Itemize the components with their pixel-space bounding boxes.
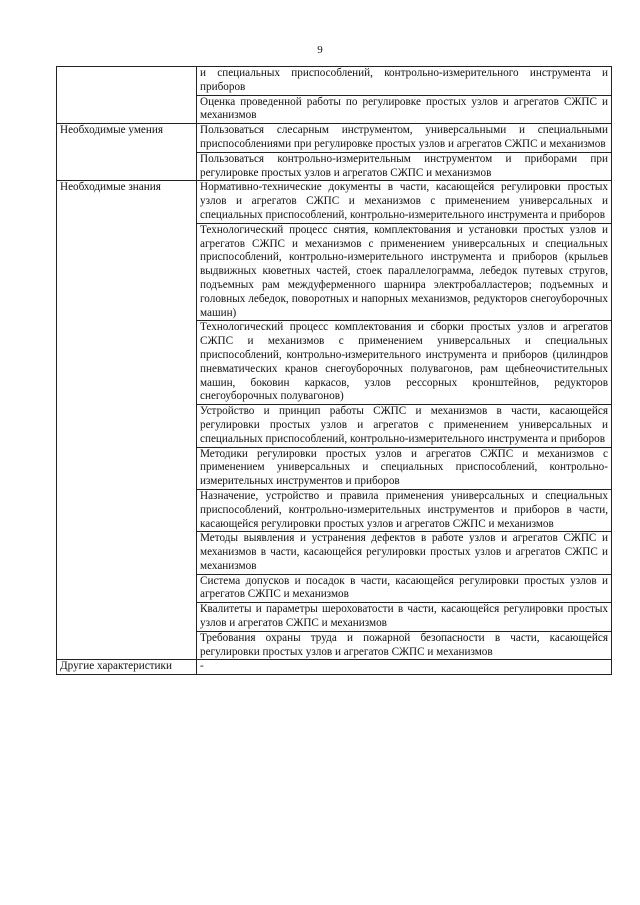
row-label: Другие характеристики [57, 660, 197, 675]
row-item-text: Пользоваться слесарным инструментом, универсальными и специальными приспособлениями при регулировке простых узлов и агрегатов СЖПС и механизмов [197, 124, 612, 153]
row-label: Необходимые знания [57, 181, 197, 660]
row-item-text: Пользоваться контрольно-измерительным инструментом и приборами при регулировке простых узлов и агрегатов СЖПС и механизмов [197, 152, 612, 181]
row-item-text: Методики регулировки простых узлов и агрегатов СЖПС и механизмов с применением универсальных и специальных приспособлений, контрольно-измерительных инструментов и приборов [197, 447, 612, 489]
row-item-text: Методы выявления и устранения дефектов в работе узлов и агрегатов СЖПС и механизмов в части, касающейся регулировки простых узлов и агрегатов СЖПС и механизмов [197, 532, 612, 574]
row-item-text: Назначение, устройство и правила применения универсальных и специальных приспособлений, контрольно-измерительных инструментов и приборов в части, касающейся регулировки простых узлов и агрегатов СЖПС и механизмов [197, 489, 612, 531]
row-item-text: Оценка проведенной работы по регулировке простых узлов и агрегатов СЖПС и механизмов [197, 95, 612, 124]
table-row [57, 124, 612, 153]
row-item-text: Требования охраны труда и пожарной безопасности в части, касающейся регулировки простых узлов и агрегатов СЖПС и механизмов [197, 631, 612, 660]
row-item-text: и специальных приспособлений, контрольно-измерительного инструмента и приборов [197, 67, 612, 96]
row-label: Необходимые умения [57, 124, 197, 181]
table-row [57, 660, 612, 675]
page-number: 9 [317, 44, 323, 56]
row-item-text: Система допусков и посадок в части, касающейся регулировки простых узлов и агрегатов СЖПС и механизмов [197, 574, 612, 603]
row-label [57, 67, 197, 124]
table-row [57, 181, 612, 223]
row-item-text: Устройство и принцип работы СЖПС и механизмов в части, касающейся регулировки простых узлов и агрегатов с применением универсальных и специальных приспособлений, контрольно-измерительного инструмента и приборов [197, 405, 612, 447]
row-item-text: Квалитеты и параметры шероховатости в части, касающейся регулировки простых узлов и агрегатов СЖПС и механизмов [197, 603, 612, 632]
requirements-table [56, 66, 612, 675]
row-item-text: Нормативно-технические документы в части, касающейся регулировки простых узлов и агрегатов СЖПС и механизмов с применением универсальных и специальных приспособлений, контрольно-измерительного инструмента и приборов [197, 181, 612, 223]
table-row [57, 67, 612, 96]
row-item-text: Технологический процесс комплектования и сборки простых узлов и агрегатов СЖПС и механизмов с применением универсальных и специальных приспособлений, контрольно-измерительного инструмента и приборов (цилиндров пневматических кранов снегоуборочных полувагонов, рам щебнеочистительных машин, боковин каркасов, узлов рессорных кронштейнов, редукторов снегоуборочных полувагонов) [197, 321, 612, 405]
requirements-table-body [57, 67, 612, 675]
row-item-text: Технологический процесс снятия, комплектования и установки простых узлов и агрегатов СЖПС и механизмов с применением универсальных и специальных приспособлений, контрольно-измерительного инструмента и приборов (крыльев выдвижных кюветных частей, стоек параллелограмма, лебедок путевых стругов, подъемных рам междуферменного шарнира электробалластеров; подъемных и головных лебедок, поворотных и напорных механизмов, редукторов снегоуборочных машин) [197, 223, 612, 321]
row-item-text: - [197, 660, 612, 675]
